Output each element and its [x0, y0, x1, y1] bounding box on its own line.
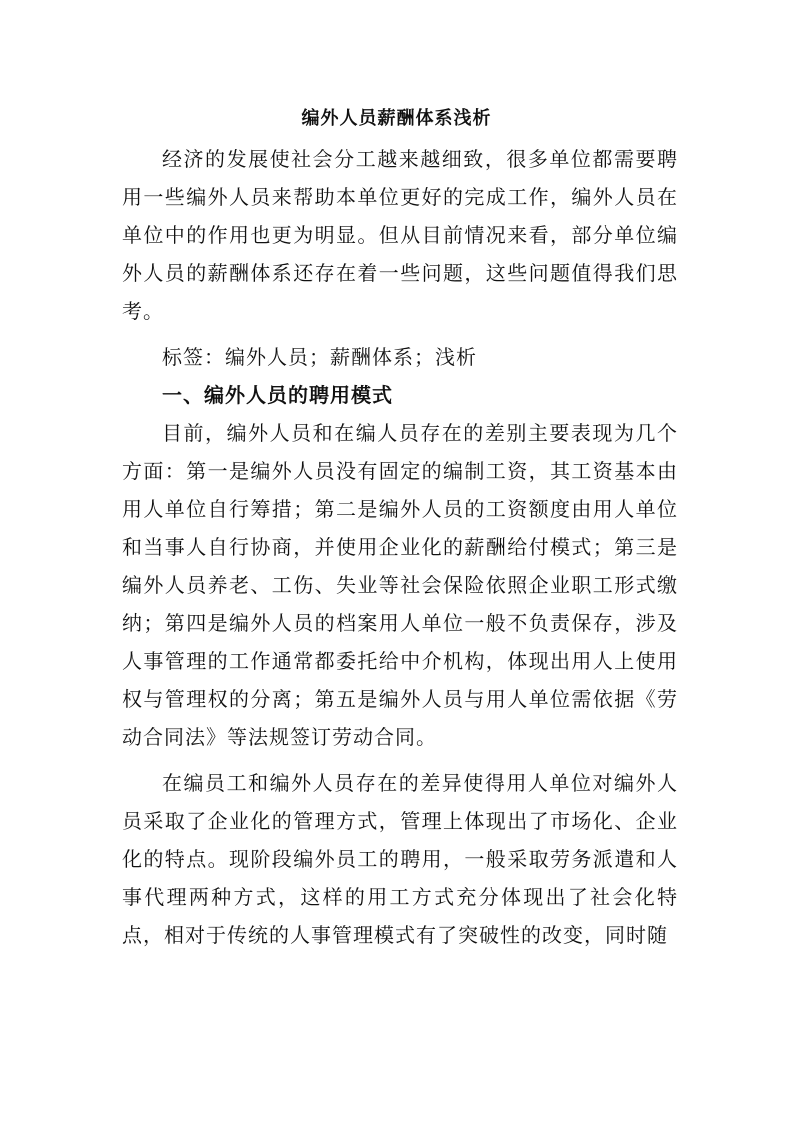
section-paragraph-2: 在编员工和编外人员存在的差异使得用人单位对编外人员采取了企业化的管理方式，管理上体现出了市场化、企业化的特点。现阶段编外员工的聘用，一般采取劳务派遣和人事代理两种方式，这样的用工方式充分体现出了社会化特点，相对于传统的人事管理模式有了突破性的改变，同时随: [122, 771, 678, 947]
document-body: [122, 140, 678, 954]
keywords-line: 标签：编外人员；薪酬体系；浅析: [162, 345, 477, 369]
abstract-paragraph: 经济的发展使社会分工越来越细致，很多单位都需要聘用一些编外人员来帮助本单位更好的完成工作，编外人员在单位中的作用也更为明显。但从目前情况来看，部分单位编外人员的薪酬体系还存在着一些问题，这些问题值得我们思考。: [122, 147, 678, 323]
document-title: 编外人员薪酬体系浅析: [301, 108, 492, 129]
section-heading: 一、编外人员的聘用模式: [162, 383, 393, 407]
section-paragraph-1: 目前，编外人员和在编人员存在的差别主要表现为几个方面：第一是编外人员没有固定的编制工资，其工资基本由用人单位自行筹措；第二是编外人员的工资额度由用人单位和当事人自行协商，并使用企业化的薪酬给付模式；第三是编外人员养老、工伤、失业等社会保险依照企业职工形式缴纳；第四是编外人员的档案用人单位一般不负责保存，涉及人事管理的工作通常都委托给中介机构，体现出用人上使用权与管理权的分离；第五是编外人员与用人单位需依据《劳动合同法》等法规签订劳动合同。: [122, 421, 678, 749]
